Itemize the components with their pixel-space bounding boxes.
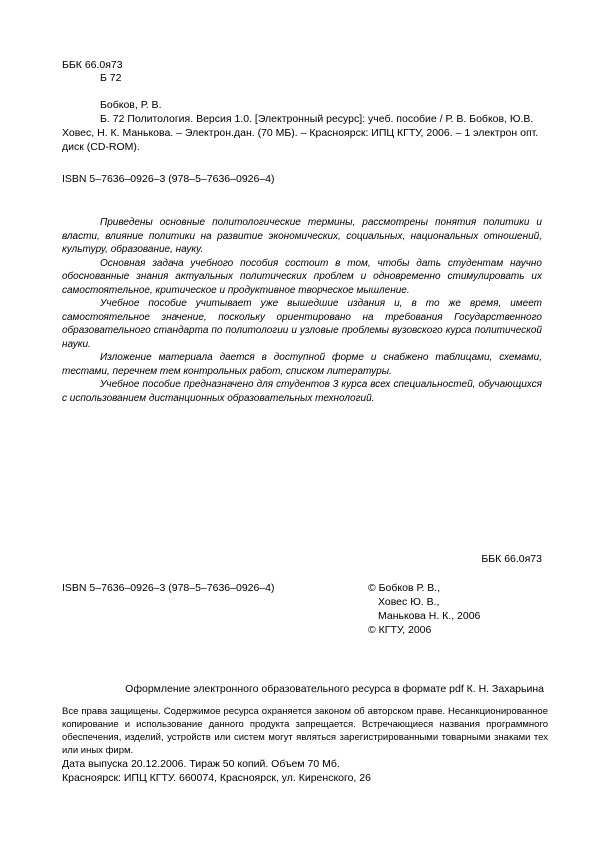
- copyright-line: Манькова Н. К., 2006: [378, 610, 481, 622]
- abstract-paragraph: Учебное пособие учитывает уже вышедшие издания и, в то же время, имеет самостоятельное значение, поскольку ориентировано на требования Государственного образовательного стандарта по политологии и узловые проблемы вузовского курса политической науки.: [62, 298, 542, 350]
- abstract-paragraph: Изложение материала дается в доступной форме и снабжено таблицами, схемами, тестами, перечнем тем контрольных работ, списком литературы.: [62, 352, 542, 377]
- author-mark: Б 72: [100, 72, 122, 84]
- abstract-paragraph: Приведены основные политологические термины, рассмотрены понятия политики и власти, влияние политики на развитие экономических, социальных, национальных отношений, культуру, образование, науку.: [62, 217, 542, 255]
- abstract-paragraph: Учебное пособие предназначено для студентов 3 курса всех специальностей, обучающихся с использованием дистанционных образовательных технологий.: [62, 379, 542, 404]
- abstract-paragraph: Основная задача учебного пособия состоит в том, чтобы дать студентам научно обоснованные знания актуальных политических проблем и одновременно стимулировать их самостоятельное, критическое и продуктивное творческое мышление.: [62, 257, 542, 296]
- rights-notice: Все права защищены. Содержимое ресурса охраняется законом об авторском праве. Несанкционированное копирование и использование данного продукта запрещается. Встречающиеся названия программного обеспечения, изделий, устройств или систем могут являться зарегистрированными товарными знаками тех или иных фирм.: [62, 706, 548, 756]
- copyright-line: © КГТУ, 2006: [368, 624, 432, 636]
- bbk-code: ББК 66.0я73: [62, 59, 123, 71]
- copyright-line: Ховес Ю. В.,: [378, 596, 440, 608]
- copyright-block: [368, 581, 480, 637]
- abstract: [62, 216, 542, 405]
- bbk-code-bottom: ББК 66.0я73: [481, 553, 542, 565]
- release-info: Дата выпуска 20.12.2006. Тираж 50 копий. Объем 70 Мб.: [62, 758, 340, 770]
- copyright-line: © Бобков Р. В.,: [368, 582, 441, 594]
- design-credit: Оформление электронного образовательного ресурса в формате pdf К. Н. Захарьина: [125, 683, 544, 695]
- isbn-bottom: ISBN 5–7636–0926–3 (978–5–7636–0926–4): [62, 582, 275, 594]
- isbn-top: ISBN 5–7636–0926–3 (978–5–7636–0926–4): [62, 173, 275, 185]
- bibliography-author: Бобков, Р. В.: [100, 99, 162, 111]
- bibliography-description: Б. 72 Политология. Версия 1.0. [Электронный ресурс]: учеб. пособие / Р. В. Бобков, Ю.В. Ховес, Н. К. Манькова. – Электрон.дан. (70 МБ). – Красноярск: ИПЦ КГТУ, 2006. – 1 электрон опт. диск (CD-ROM).: [62, 113, 539, 153]
- publisher-address: Красноярск: ИПЦ КГТУ. 660074, Красноярск, ул. Киренского, 26: [62, 772, 371, 784]
